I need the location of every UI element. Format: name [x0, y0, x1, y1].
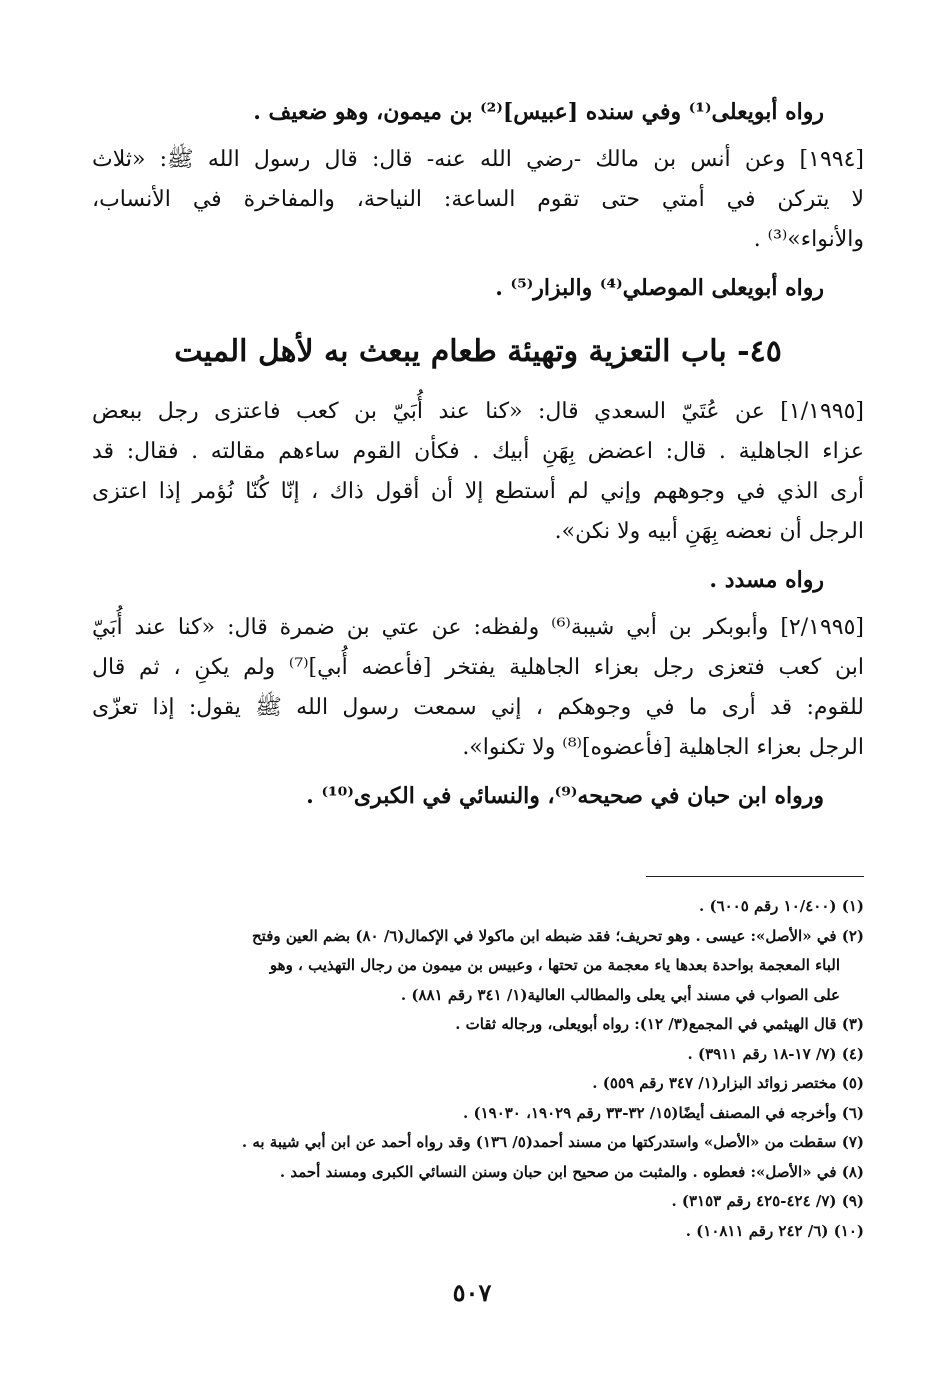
hadith-line: والأنواء»⁽³⁾ .	[753, 227, 864, 252]
hadith-line: [١/١٩٩٥] عن عُتَيّ السعدي قال: «كنا عند أُبَيّ بن كعب فاعتزى رجل ببعض	[92, 399, 864, 424]
hadith-1995-1	[92, 392, 864, 552]
hadith-1995-2	[92, 608, 864, 768]
page-number: ٥٠٧	[452, 1278, 492, 1307]
hadith-line: عزاء الجاهلية . قال: اعضض بِهَنِ أبيك . فكأن القوم ساءهم مقالته . فقال: قد	[92, 439, 864, 464]
narration-line: رواه أبويعلى⁽¹⁾ وفي سنده [عبيس]⁽²⁾ بن ميمون، وهو ضعيف .	[253, 99, 824, 125]
hadith-line: [٢/١٩٩٥] وأبوبكر بن أبي شيبة⁽⁶⁾ ولفظه: عن عتي بن ضمرة قال: «كنا عند أُبَيّ	[92, 615, 864, 640]
footnote-continuation: الباء المعجمة بواحدة بعدها ياء معجمة من تحتها ، وعبيس بن ميمون من رجال التهذيب ، وهو	[269, 956, 840, 974]
footnote-continuation: على الصواب في مسند أبي يعلى والمطالب العالية(١/ ٣٤١ رقم ٨٨١) .	[400, 985, 840, 1004]
footnote-divider	[646, 876, 864, 877]
hadith-line: الرجل بعزاء الجاهلية [فأعضوه]⁽⁸⁾ ولا تكنوا».	[462, 735, 864, 760]
hadith-line: [١٩٩٤] وعن أنس بن مالك -رضي الله عنه- قال: قال رسول الله ﷺ: «ثلاث	[92, 147, 864, 172]
footnote: (٩) (٧/ ٤٢٤-٤٢٥ رقم ٣١٥٣) .	[671, 1192, 864, 1210]
hadith-line: لا يتركن في أمتي حتى تقوم الساعة: النياحة، والمفاخرة في الأنساب،	[92, 187, 864, 212]
hadith-line: للقوم: قد أرى ما في وجوهكم ، إني سمعت رسول الله ﷺ يقول: إذا تعزّى	[92, 695, 864, 720]
footnote: (٧) سقطت من «الأصل» واستدركتها من مسند أحمد(٥/ ١٣٦) وقد رواه أحمد عن ابن أبي شيبة به .	[241, 1133, 864, 1151]
footnote: (٦) وأخرجه في المصنف أيضًا(١٥/ ٣٢-٣٣ رقم ١٩٠٢٩، ١٩٠٣٠) .	[463, 1103, 864, 1122]
footnote: (١٠) (٦/ ٢٤٢ رقم ١٠٨١١) .	[685, 1221, 864, 1240]
hadith-line: ابن كعب فتعزى رجل بعزاء الجاهلية يفتخر [فأعضه أُبي]⁽⁷⁾ ولم يكنِ ، ثم قال	[92, 655, 864, 680]
narration-line: رواه مسدد .	[709, 567, 824, 593]
main-text	[92, 92, 864, 816]
footnote: (٢) في «الأصل»: عيسى . وهو تحريف؛ فقد ضبطه ابن ماكولا في الإكمال(٦/ ٨٠) بضم العين وفتح	[251, 926, 864, 945]
footnote: (٤) (٧/ ١٧-١٨ رقم ٣٩١١) .	[687, 1044, 864, 1063]
footnote: (٣) قال الهيثمي في المجمع(٣/ ١٢): رواه أبويعلى، ورجاله ثقات .	[455, 1015, 864, 1033]
hadith-1994	[92, 140, 864, 260]
footnotes	[84, 892, 864, 1246]
chapter-heading: ٤٥- باب التعزية وتهيئة طعام يبعث به لأهل الميت	[174, 334, 782, 369]
hadith-line: أرى الذي في وجوههم وإني لم أستطع إلا أن أقول ذاك ، إنّا كُنّا نُؤمر إذا اعتزى	[92, 479, 864, 504]
footnote: (١) (١٠/٤٠٠ رقم ٦٠٠٥) .	[699, 897, 864, 915]
narration-line: رواه أبويعلى الموصلي⁽⁴⁾ والبزار⁽⁵⁾ .	[495, 275, 824, 301]
narration-line: ورواه ابن حبان في صحيحه⁽⁹⁾، والنسائي في الكبرى⁽¹⁰⁾ .	[306, 783, 824, 809]
hadith-line: الرجل أن نعضه بِهَنِ أبيه ولا نكن».	[554, 519, 864, 544]
footnote: (٥) مختصر زوائد البزار(١/ ٣٤٧ رقم ٥٥٩) .	[592, 1074, 864, 1092]
footnote: (٨) في «الأصل»: فعطوه . والمثبت من صحيح ابن حبان وسنن النسائي الكبرى ومسند أحمد .	[279, 1162, 864, 1181]
